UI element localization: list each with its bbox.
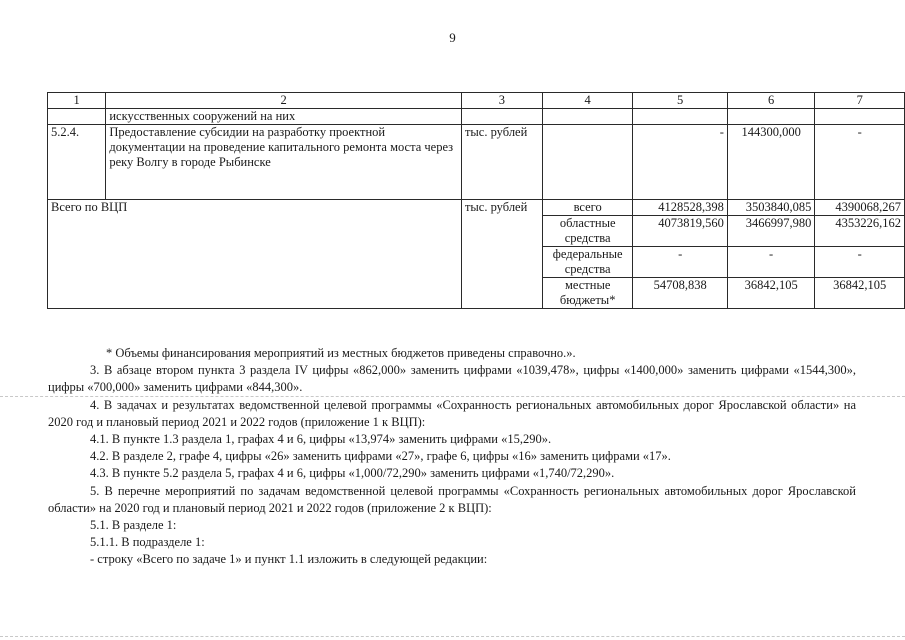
item-description: Предоставление субсидии на разработку проектной документации на проведение капитального ремонта моста через реку Волгу в городе Рыбинске (106, 125, 462, 200)
local-value-2022: 36842,105 (815, 278, 905, 309)
total-value-2022: 4390068,267 (815, 200, 905, 216)
footnote-paragraph: * Объемы финансирования мероприятий из местных бюджетов приведены справочно.». (106, 346, 576, 360)
total-value-2020: 4128528,398 (633, 200, 727, 216)
header-col-7: 7 (815, 93, 905, 109)
paragraph-4-1: 4.1. В пункте 1.3 раздела 1, графах 4 и 6, цифры «13,974» заменить цифрами «15,290». (90, 432, 552, 447)
header-col-2: 2 (106, 93, 462, 109)
continuation-cell-6 (727, 109, 815, 125)
header-col-5: 5 (633, 93, 727, 109)
total-source: всего (542, 200, 633, 216)
paragraph-5: 5. В перечне мероприятий по задачам ведомственной целевой программы «Сохранность региональных автомобильных дорог Ярославской области» на 2020 год и плановый период 2021 и 2022 годов (приложение 2 к ВЦП): (48, 483, 856, 515)
paragraph-5-1-1: 5.1.1. В подразделе 1: (90, 535, 205, 550)
table-row-5-2-4 (48, 125, 905, 200)
page-number: 9 (449, 30, 456, 45)
scan-artifact-line (0, 396, 905, 397)
item-value-2020: - (633, 125, 727, 200)
item-source (542, 125, 633, 200)
federal-value-2021: - (727, 247, 815, 278)
body-text (48, 345, 856, 569)
federal-source: федеральные средства (542, 247, 633, 278)
federal-value-2020: - (633, 247, 727, 278)
paragraph-4-2: 4.2. В разделе 2, графе 4, цифры «26» заменить цифрами «27», графе 6, цифры «16» заменить цифрами «17». (90, 449, 671, 464)
continuation-cell-5 (633, 109, 727, 125)
table-header-row (48, 93, 905, 109)
continuation-cell-4 (542, 109, 633, 125)
header-col-6: 6 (727, 93, 815, 109)
regional-value-2020: 4073819,560 (633, 216, 727, 247)
scan-artifact-line (0, 636, 905, 637)
header-col-1: 1 (48, 93, 106, 109)
paragraph-4: 4. В задачах и результатах ведомственной целевой программы «Сохранность региональных автомобильных дорог Ярославской области» на 2020 год и плановый период 2021 и 2022 годов (приложение 1 к ВЦП): (48, 397, 856, 429)
total-value-2021: 3503840,085 (727, 200, 815, 216)
header-col-3: 3 (461, 93, 542, 109)
regional-value-2021: 3466997,980 (727, 216, 815, 247)
federal-value-2022: - (815, 247, 905, 278)
regional-value-2022: 4353226,162 (815, 216, 905, 247)
continuation-cell-7 (815, 109, 905, 125)
item-value-2021: 144300,000 (727, 125, 815, 200)
local-source: местные бюджеты* (542, 278, 633, 309)
funding-table (47, 92, 905, 309)
local-value-2021: 36842,105 (727, 278, 815, 309)
paragraph-dash: - строку «Всего по задаче 1» и пункт 1.1 изложить в следующей редакции: (90, 552, 488, 567)
total-label: Всего по ВЦП (48, 200, 462, 309)
item-unit: тыс. рублей (461, 125, 542, 200)
item-value-2022: - (815, 125, 905, 200)
paragraph-4-3: 4.3. В пункте 5.2 раздела 5, графах 4 и 6, цифры «1,000/72,290» заменить цифрами «1,740/72,290». (90, 466, 615, 481)
continuation-text: искусственных сооружений на них (106, 109, 462, 125)
local-value-2020: 54708,838 (633, 278, 727, 309)
paragraph-5-1: 5.1. В разделе 1: (90, 518, 177, 533)
item-number: 5.2.4. (48, 125, 106, 200)
continuation-num-cell (48, 109, 106, 125)
total-unit: тыс. рублей (461, 200, 542, 309)
header-col-4: 4 (542, 93, 633, 109)
table-row-continuation (48, 109, 905, 125)
continuation-cell-3 (461, 109, 542, 125)
regional-source: областные средства (542, 216, 633, 247)
total-row-all (48, 200, 905, 216)
paragraph-3: 3. В абзаце втором пункта 3 раздела IV цифры «862,000» заменить цифрами «1039,478», цифры «1400,000» заменить цифрами «1544,300», цифры «700,000» заменить цифрами «844,300». (48, 363, 856, 395)
